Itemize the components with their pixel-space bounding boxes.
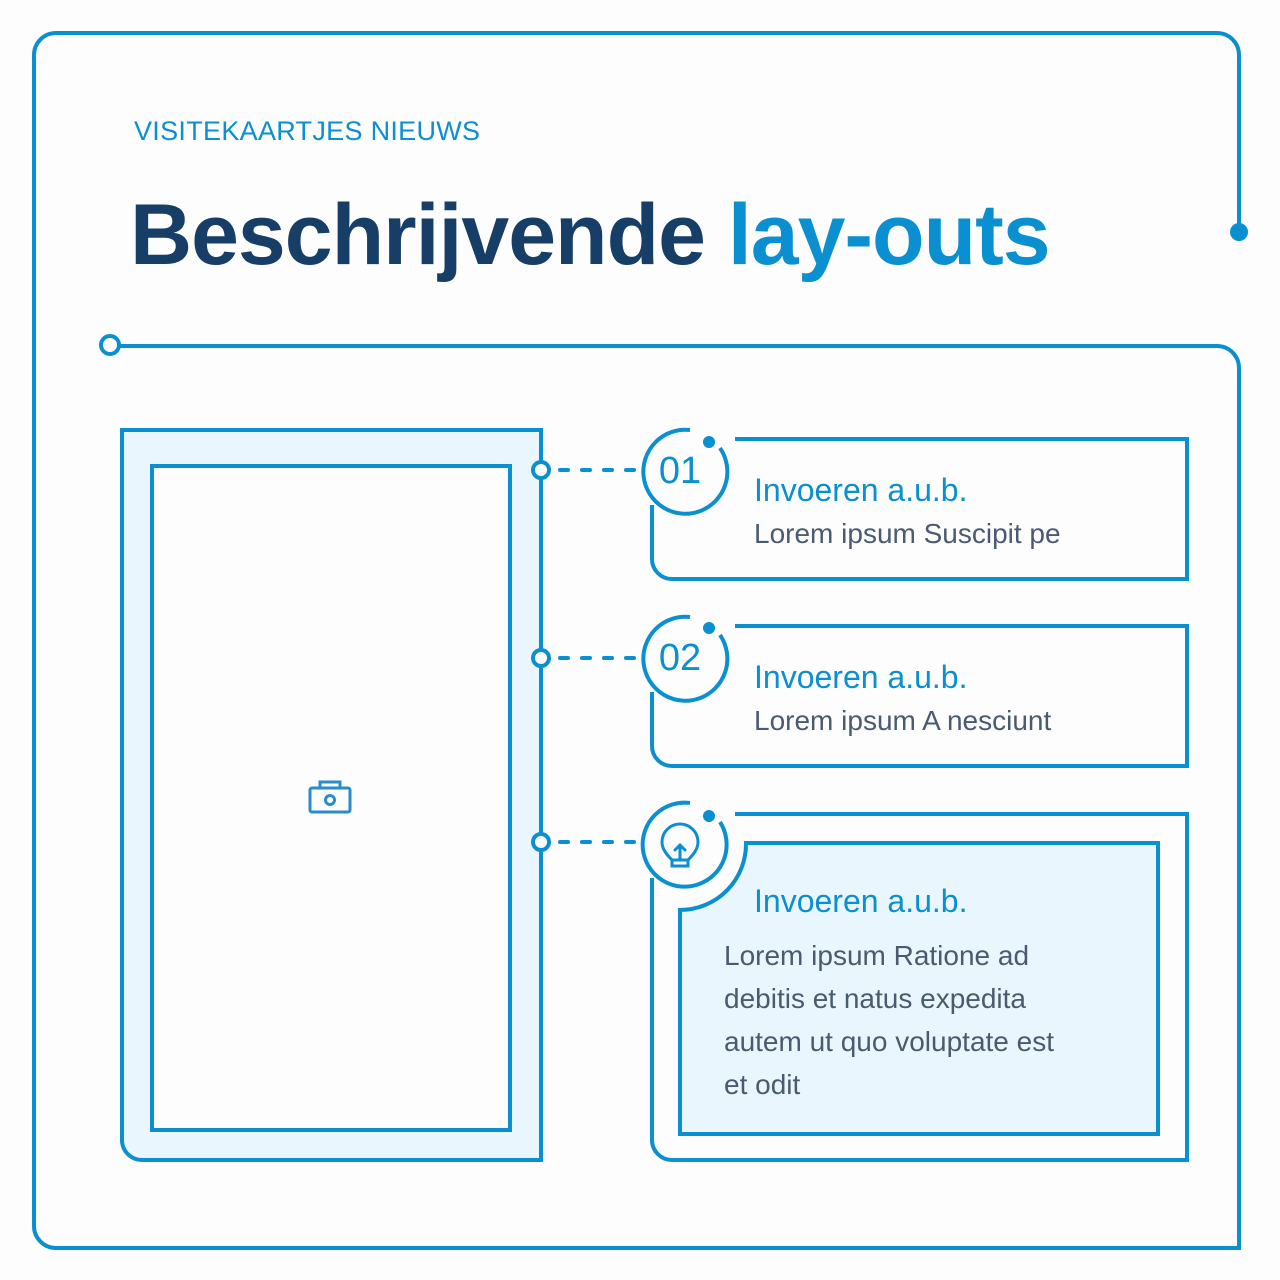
card-body-2: Lorem ipsum A nesciunt bbox=[754, 705, 1052, 736]
card-title-3: Invoeren a.u.b. bbox=[754, 883, 968, 919]
card-title-1: Invoeren a.u.b. bbox=[754, 472, 968, 508]
body-line: autem ut quo voluptate est bbox=[724, 1026, 1054, 1057]
card-body-1: Lorem ipsum Suscipit pe bbox=[754, 518, 1061, 549]
card-number-2: 02 bbox=[658, 637, 702, 679]
body-line: et odit bbox=[724, 1069, 801, 1100]
card-number-1: 01 bbox=[658, 450, 702, 492]
page-title bbox=[130, 186, 1050, 285]
title-accent: lay-outs bbox=[727, 187, 1050, 283]
title-main: Beschrijvende bbox=[130, 187, 705, 283]
lightbulb-icon bbox=[662, 824, 698, 866]
card-title-2: Invoeren a.u.b. bbox=[754, 659, 968, 695]
body-line: Lorem ipsum Ratione ad bbox=[724, 940, 1030, 971]
body-line: debitis et natus expedita bbox=[724, 983, 1026, 1014]
kicker-label: VISITEKAARTJES NIEUWS bbox=[134, 116, 481, 146]
card-body-3 bbox=[724, 934, 1054, 1106]
